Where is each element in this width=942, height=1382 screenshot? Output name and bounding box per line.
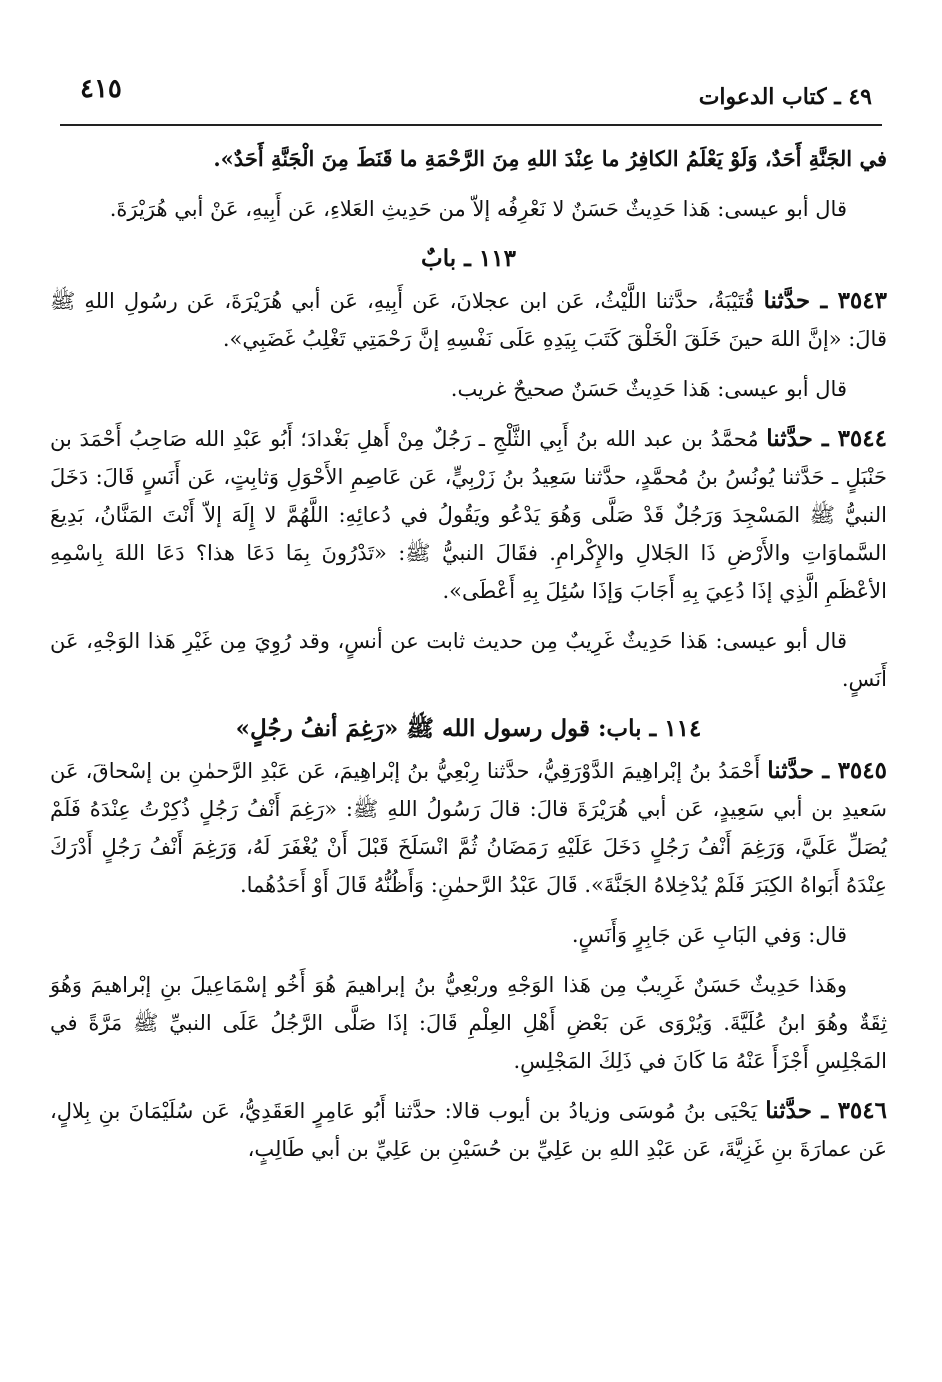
hadith-text: أَحْمَدُ بنُ إبْراهِيمَ الدَّوْرَقِيُّ، حدَّثنا رِبْعِيُّ بنُ إبْراهِيمَ، عَن عَبْدِ الرَّحمٰنِ بن إسْحاقَ، عَن سَعيدِ بن أبي سَعِيدٍ، عَن أبي هُرَيْرَةَ قالَ: قالَ رَسُولُ اللهِ ﷺ: «رَغِمَ أَنْفُ رَجُلٍ ذُكِرْتُ عِنْدَهُ فَلَمْ يُصَلِّ عَلَيَّ، وَرَغِمَ أَنْفُ رَجُلٍ دَخَلَ عَلَيْهِ رَمَضَانُ ثُمَّ انْسَلَخَ قَبْلَ أَنْ يُغْفَرَ لَهُ، وَرَغِمَ أَنْفُ رَجُلٍ أَدْرَكَ عِنْدَهُ أَبَواهُ الكِبَرَ فَلَمْ يُدْخِلاهُ الجَنَّةَ». قَالَ عَبْدُ الرَّحمٰنِ: وَأَظُنُّهُ قَالَ أَوْ أَحَدُهُما. — [50, 759, 887, 897]
chapter-heading: ١١٣ ـ بابٌ — [421, 245, 516, 272]
hadith-text: يَحْيَى بنُ مُوسَى وزيادُ بن أيوب قالا: حدَّثنا أَبُو عَامِرٍ العَقَدِيُّ، عَن سُلَيْمَانَ بنِ بِلالٍ، عَن عمارَةَ بنِ غَزِيَّةَ، عَن عَبْدِ اللهِ بن عَلِيِّ بن حُسَيْنِ بن عَلِيِّ بن أبي طَالِبٍ، — [50, 1099, 887, 1161]
hadith-number: ٣٥٤٣ ـ حدَّثنا — [763, 287, 887, 314]
quote-continuation — [50, 140, 887, 178]
chapter-heading: ١١٤ ـ باب: قول رسول الله ﷺ «رَغِمَ أنفُ رجُلٍ» — [235, 715, 702, 742]
commentary-paragraph — [50, 622, 887, 698]
running-title: ٤٩ ـ كتاب الدعوات — [698, 84, 872, 110]
paragraph-text: قال أبو عيسى: هَذا حَدِيثٌ حَسَنٌ صحيحٌ غريب. — [450, 377, 847, 401]
hadith-paragraph — [50, 420, 887, 610]
page-body — [50, 140, 887, 1180]
commentary-paragraph — [50, 190, 887, 228]
paragraph-text: وهَذا حَدِيثٌ حَسَنٌ غَرِيبٌ مِن هَذا الوَجْهِ وربْعِيُّ بنُ إبراهيمَ هُوَ أَخُو إسْمَاعِيلَ بنِ إبْراهيمَ وَهُوَ ثِقَةٌ وهُوَ ابنُ عُلَيَّةَ. وَيُرْوَى عَن بَعْضِ أَهْلِ العِلْمِ قَالَ: إذَا صَلَّى الرَّجُلُ عَلَى النبيِّ ﷺ مَرَّةً في المَجْلِسِ أَجْزَأَ عَنْهُ مَا كَانَ في ذَلِكَ المَجْلِسِ. — [50, 973, 887, 1073]
hadith-number: ٣٥٤٦ ـ حدَّثنا — [765, 1097, 887, 1124]
paragraph-text: قال: وَفي البَابِ عَن جَابِرٍ وَأَنَسٍ. — [571, 923, 847, 947]
page-number: ٤١٥ — [80, 74, 122, 104]
paragraph-text: قال أبو عيسى: هَذا حَدِيثٌ غَرِيبٌ مِن حديث ثابت عن أنسٍ، وقد رُوِيَ مِن غَيْرِ هَذا الوَجْهِ، عَن أَنَسٍ. — [50, 629, 887, 691]
paragraph-text: في الجَنَّةِ أَحَدٌ، وَلَوْ يَعْلَمُ الكافِرُ ما عِنْدَ اللهِ مِنَ الرَّحْمَةِ ما قَنَطَ مِنَ الْجَنَّةِ أَحَدٌ». — [213, 146, 887, 171]
paragraph-text: قال أبو عيسى: هَذا حَدِيثٌ حَسَنٌ لا نَعْرِفُه إلاّ من حَدِيثِ العَلاءِ، عَن أَبِيهِ، عَنْ أبي هُرَيْرَةَ. — [109, 197, 847, 221]
hadith-paragraph — [50, 1092, 887, 1168]
hadith-paragraph — [50, 282, 887, 358]
commentary-paragraph — [50, 370, 887, 408]
hadith-text: قُتَيْبَةُ، حدَّثنا اللَّيْثُ، عَن ابن عجلانَ، عَن أَبِيهِ، عَن أبي هُرَيْرَةَ، عَن رسُولِ اللهِ ﷺ قالَ: «إنَّ اللهَ حينَ خَلَقَ الْخَلْقَ كَتَبَ بِيَدِهِ عَلَى نَفْسِهِ إنَّ رَحْمَتِي تَغْلِبُ غَضَبِي». — [50, 289, 887, 351]
hadith-number: ٣٥٤٥ ـ حدَّثنا — [767, 757, 887, 784]
hadith-number: ٣٥٤٤ ـ حدَّثنا — [766, 425, 887, 452]
commentary-paragraph — [50, 966, 887, 1080]
page-header — [60, 72, 882, 126]
hadith-paragraph — [50, 752, 887, 904]
hadith-text: مُحمَّدُ بن عبد الله بنُ أَبِي الثَّلْجِ ـ رَجُلٌ مِنْ أَهلِ بَغْدادَ؛ أَبُو عَبْدِ الله صَاحِبُ أَحْمَدَ بن حَنْبَلٍ ـ حَدَّثنا يُونُسُ بنُ مُحمَّدٍ، حدَّثنا سَعِيدُ بنُ زَرْبِيٍّ، عَن عَاصِمِ الأَحْوَلِ وَثابِتٍ، عَن أَنَسٍ قَالَ: دَخَلَ النبيُّ ﷺ المَسْجِدَ وَرَجُلٌ قَدْ صَلَّى وَهُوَ يَدْعُو ويَقُولُ في دُعائِهِ: اللَّهُمَّ لا إِلَهَ إلاّ أَنْتَ المَنَّانُ، بَدِيعَ السَّماوَاتِ والأَرْضِ ذَا الجَلالِ والإِكْرامِ. فقَالَ النبيُّ ﷺ: «تَدْرُونَ بِمَا دَعَا هذا؟ دَعَا اللهَ بِاسْمِهِ الأعْظَمِ الَّذِي إذَا دُعِيَ بِهِ أَجَابَ وَإذَا سُئِلَ بِهِ أَعْطَى». — [50, 427, 887, 603]
commentary-paragraph — [50, 916, 887, 954]
